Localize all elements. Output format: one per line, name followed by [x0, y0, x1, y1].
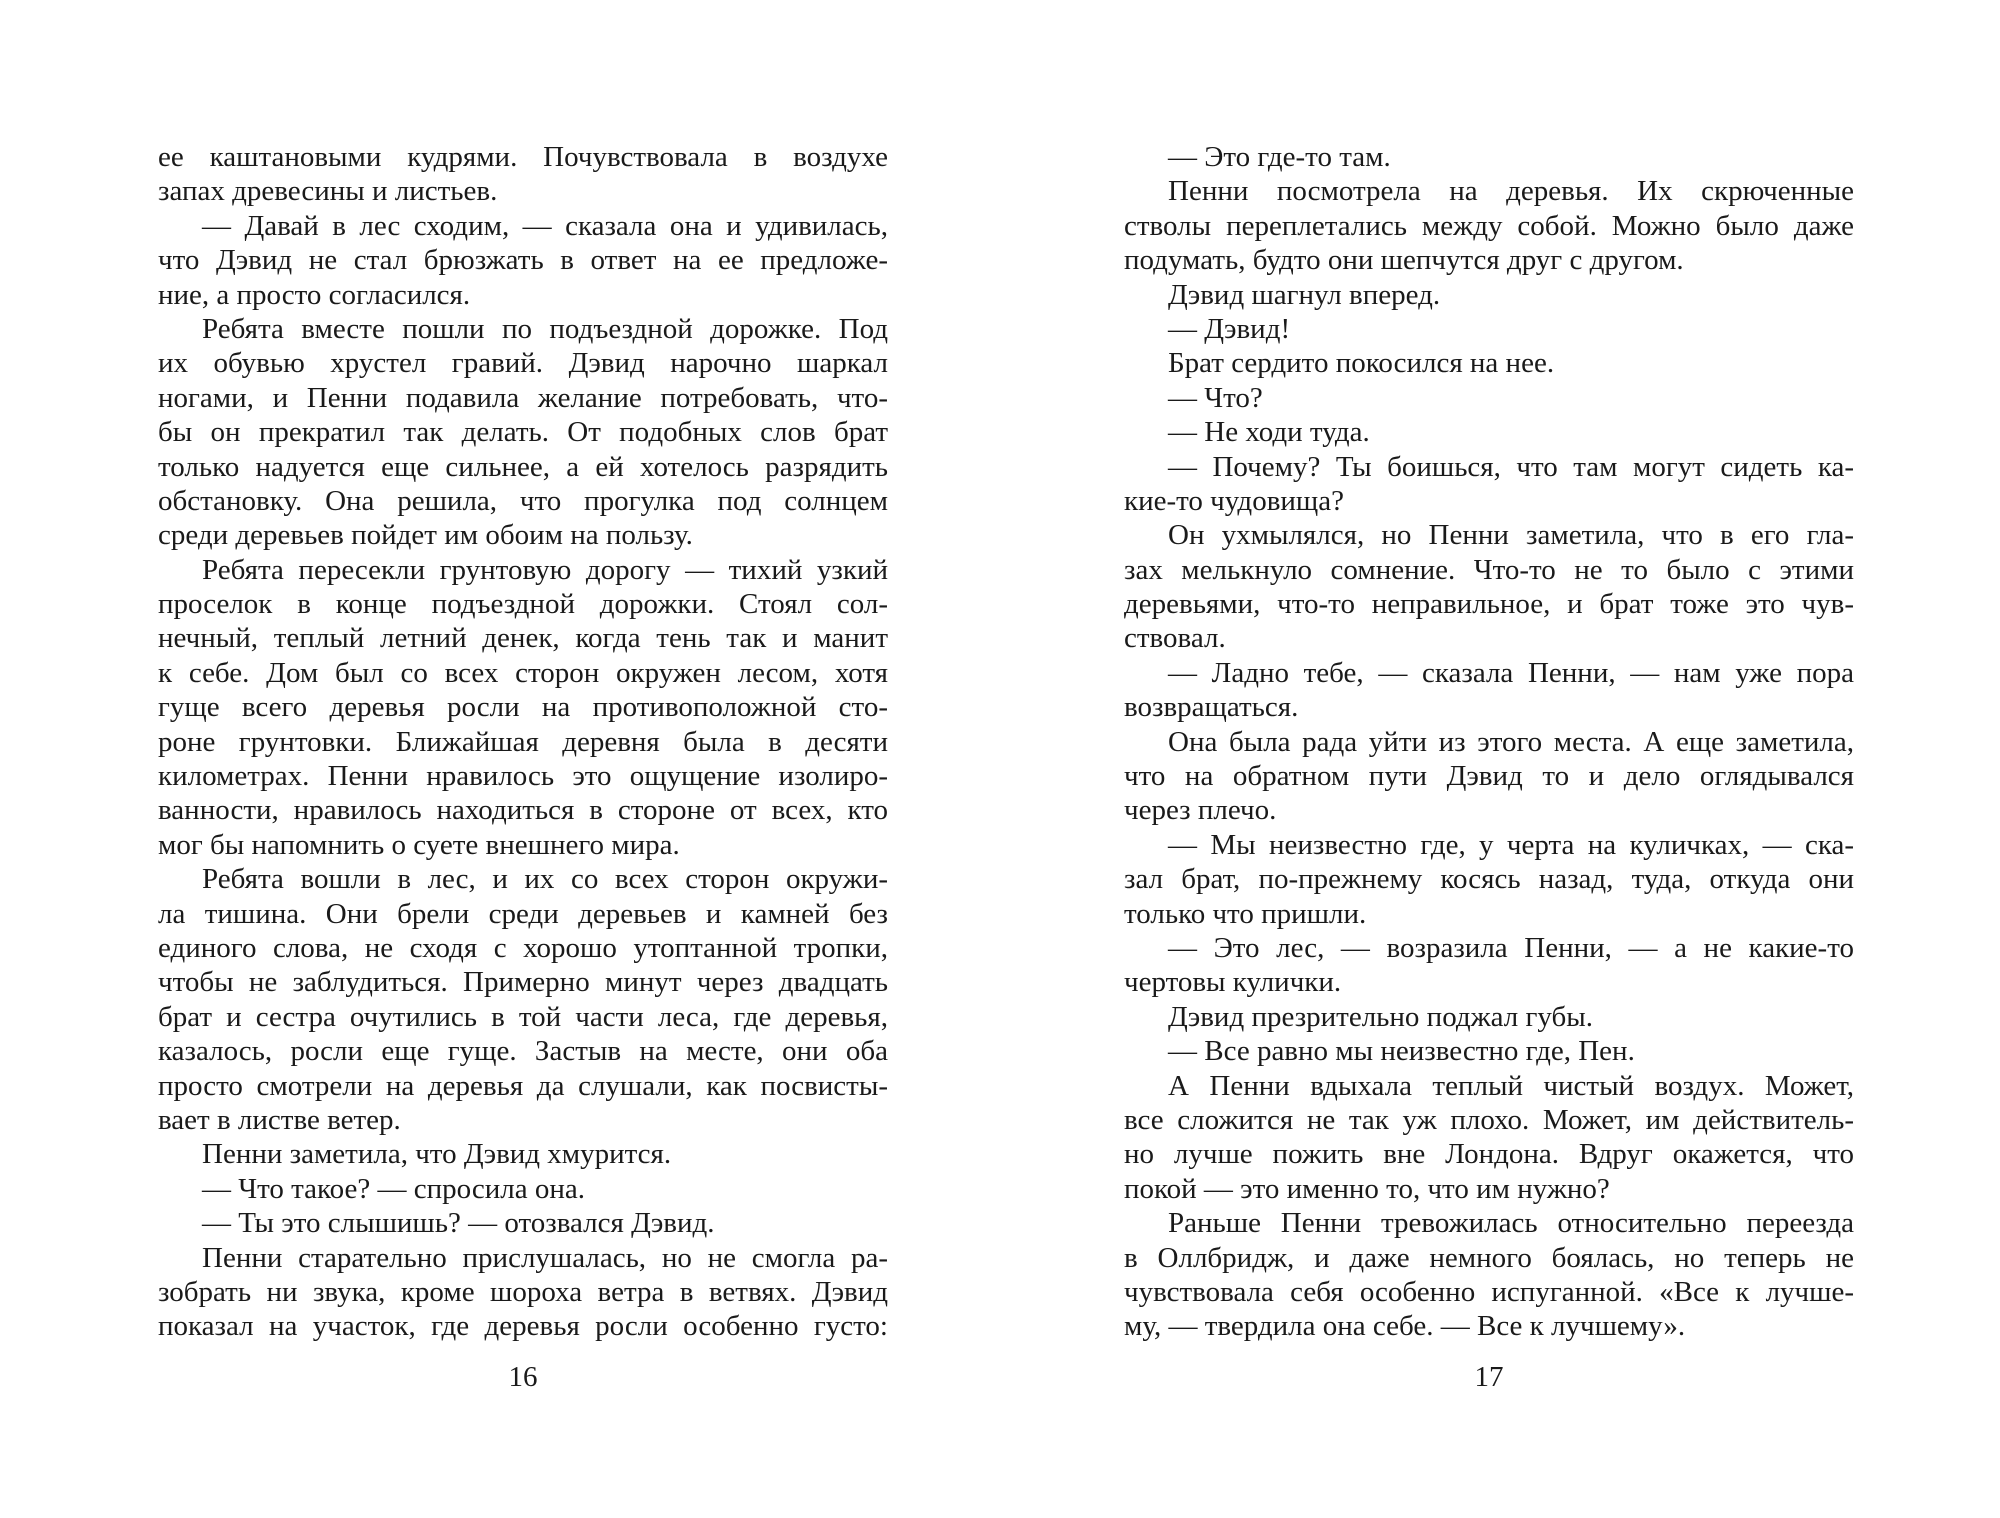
right-line-17: возвращаться.	[1124, 691, 1299, 724]
right-line-31: покой — это именно то, что им нужно?	[1124, 1172, 1610, 1205]
left-line-35: показал на участок, где деревья росли особенно густо:	[158, 1310, 888, 1343]
right-line-28: А Пенни вдыхала теплый чистый воздух. Может,	[1168, 1069, 1854, 1102]
right-line-14: деревьями, что-то неправильное, и брат тоже это чув-	[1124, 588, 1854, 621]
right-line-8: — Что?	[1168, 381, 1263, 414]
right-line-20: через плечо.	[1124, 794, 1277, 827]
left-line-31: — Что такое? — спросила она.	[202, 1172, 585, 1205]
right-line-1: — Это где-то там.	[1168, 141, 1391, 173]
right-line-18: Она была рада уйти из этого места. А еще заметила,	[1168, 725, 1854, 758]
left-line-15: нечный, теплый летний денек, когда тень так и манит	[158, 622, 888, 655]
left-line-22: Ребята вошли в лес, и их со всех сторон окружи-	[202, 863, 888, 896]
left-line-26: брат и сестра очутились в той части леса, где деревья,	[158, 1000, 888, 1033]
right-line-24: — Это лес, — возразила Пенни, — а не какие-то	[1168, 931, 1854, 964]
left-line-32: — Ты это слышишь? — отозвался Дэвид.	[202, 1207, 715, 1240]
left-line-23: ла тишина. Они брели среди деревьев и камней без	[158, 897, 888, 930]
right-line-4: подумать, будто они шепчутся друг с другом.	[1124, 244, 1684, 277]
left-line-14: проселок в конце подъездной дорожки. Стоял сол-	[158, 588, 888, 621]
right-line-6: — Дэвид!	[1168, 312, 1291, 345]
left-line-7: их обувью хрустел гравий. Дэвид нарочно шаркал	[158, 347, 888, 380]
left-line-11: обстановку. Она решила, что прогулка под солнцем	[158, 484, 888, 517]
right-line-11: кие-то чудовища?	[1124, 484, 1344, 517]
right-line-5: Дэвид шагнул вперед.	[1168, 278, 1441, 311]
left-line-28: просто смотрели на деревья да слушали, как посвисты-	[158, 1069, 888, 1102]
right-line-25: чертовы кулички.	[1124, 966, 1342, 999]
left-line-3: — Давай в лес сходим, — сказала она и удивилась,	[202, 209, 888, 242]
left-line-25: чтобы не заблудиться. Примерно минут через двадцать	[158, 966, 888, 999]
right-line-30: но лучше пожить вне Лондона. Вдруг окажется, что	[1124, 1138, 1854, 1171]
page-number-left: 16	[508, 1361, 538, 1393]
right-line-29: все сложится не так уж плохо. Может, им действитель-	[1124, 1103, 1854, 1136]
left-line-18: роне грунтовки. Ближайшая деревня была в десяти	[158, 725, 888, 758]
left-line-30: Пенни заметила, что Дэвид хмурится.	[202, 1138, 672, 1171]
left-line-4: что Дэвид не стал брюзжать в ответ на ее предложе-	[158, 244, 888, 277]
right-line-15: ствовал.	[1124, 622, 1226, 655]
right-page	[1124, 140, 1854, 1440]
right-line-26: Дэвид презрительно поджал губы.	[1168, 1000, 1594, 1033]
right-line-23: только что пришли.	[1124, 897, 1367, 930]
right-line-34: чувствовала себя особенно испуганной. «Все к лучше-	[1124, 1275, 1854, 1308]
left-page	[158, 140, 888, 1440]
left-line-6: Ребята вместе пошли по подъездной дорожке. Под	[202, 312, 888, 345]
left-line-5: ние, а просто согласился.	[158, 278, 471, 311]
right-line-12: Он ухмылялся, но Пенни заметила, что в его гла-	[1168, 519, 1854, 552]
left-line-34: зобрать ни звука, кроме шороха ветра в ветвях. Дэвид	[158, 1275, 888, 1308]
right-line-21: — Мы неизвестно где, у черта на куличках, — ска-	[1168, 828, 1854, 861]
right-line-2: Пенни посмотрела на деревья. Их скрюченные	[1168, 175, 1854, 208]
left-line-12: среди деревьев пойдет им обоим на пользу.	[158, 519, 693, 552]
left-line-29: вает в листве ветер.	[158, 1103, 401, 1136]
left-line-19: километрах. Пенни нравилось это ощущение изолиро-	[158, 760, 888, 793]
left-line-27: казалось, росли еще гуще. Застыв на месте, они оба	[158, 1035, 888, 1068]
right-line-32: Раньше Пенни тревожилась относительно переезда	[1168, 1207, 1854, 1240]
left-line-2: запах древесины и листьев.	[158, 175, 498, 208]
page-number-right: 17	[1474, 1361, 1504, 1393]
left-line-1: ее каштановыми кудрями. Почувствовала в воздухе	[158, 141, 888, 173]
left-line-17: гуще всего деревья росли на противоположной сто-	[158, 691, 888, 724]
right-line-27: — Все равно мы неизвестно где, Пен.	[1168, 1035, 1635, 1068]
right-line-13: зах мелькнуло сомнение. Что-то не то было с этими	[1124, 553, 1854, 586]
right-line-10: — Почему? Ты боишься, что там могут сидеть ка-	[1168, 450, 1854, 483]
left-line-20: ванности, нравилось находиться в стороне от всех, кто	[158, 794, 888, 827]
right-line-33: в Оллбридж, и даже немного боялась, но теперь не	[1124, 1241, 1854, 1274]
left-line-13: Ребята пересекли грунтовую дорогу — тихий узкий	[202, 553, 888, 586]
left-line-33: Пенни старательно прислушалась, но не смогла ра-	[202, 1241, 888, 1274]
right-line-16: — Ладно тебе, — сказала Пенни, — нам уже пора	[1168, 656, 1854, 689]
right-line-22: зал брат, по-прежнему косясь назад, туда, откуда они	[1124, 863, 1854, 896]
left-line-16: к себе. Дом был со всех сторон окружен лесом, хотя	[158, 656, 888, 689]
left-line-8: ногами, и Пенни подавила желание потребовать, что-	[158, 381, 888, 414]
left-line-9: бы он прекратил так делать. От подобных слов брат	[158, 416, 888, 449]
right-line-7: Брат сердито покосился на нее.	[1168, 347, 1555, 380]
right-line-9: — Не ходи туда.	[1168, 416, 1370, 449]
left-line-24: единого слова, не сходя с хорошо утоптанной тропки,	[158, 931, 888, 964]
right-line-3: стволы переплетались между собой. Можно было даже	[1124, 209, 1854, 242]
left-line-10: только надуется еще сильнее, а ей хотелось разрядить	[158, 450, 888, 483]
right-line-35: му, — твердила она себе. — Все к лучшему».	[1124, 1310, 1686, 1343]
left-line-21: мог бы напомнить о суете внешнего мира.	[158, 828, 680, 861]
right-line-19: что на обратном пути Дэвид то и дело оглядывался	[1124, 760, 1854, 793]
